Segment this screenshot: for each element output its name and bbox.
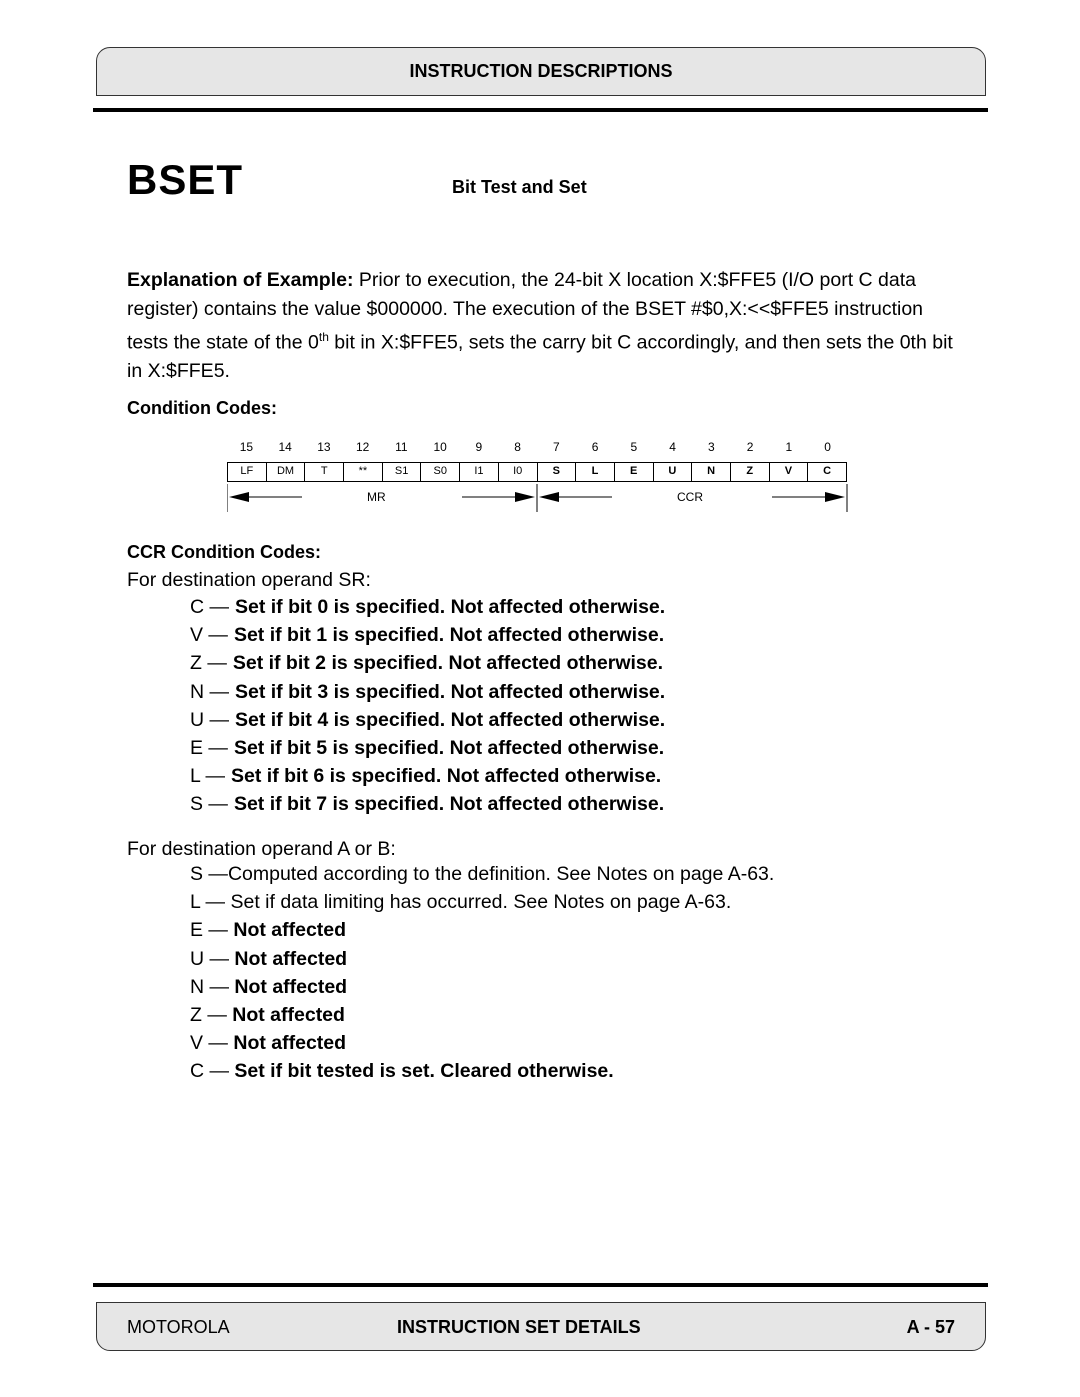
bit-number: 1 (785, 440, 793, 454)
arrow-right-icon (825, 492, 845, 502)
page-number: A - 57 (906, 1317, 955, 1337)
condition-code-item (190, 652, 663, 675)
condition-code-item (190, 1004, 345, 1027)
arrow-right-icon (515, 492, 535, 502)
flag-description: Set if bit 6 is specified. Not affected otherwise. (231, 765, 662, 788)
condition-code-item (190, 976, 347, 999)
bit-number: 11 (395, 440, 408, 454)
bit-number: 7 (553, 440, 560, 454)
flag-description: Not affected (226, 1004, 345, 1026)
condition-code-item (190, 793, 664, 816)
flag-letter: Z — (190, 652, 227, 675)
flag-letter: U — (190, 708, 229, 731)
flag-letter: L — (190, 891, 226, 914)
register-span-arrows (227, 484, 849, 514)
bit-number: 3 (708, 440, 715, 454)
bit-number: 0 (824, 440, 831, 454)
bit-number: 9 (475, 440, 483, 454)
flag-letter: E — (190, 919, 228, 942)
flag-description: Set if bit 3 is specified. Not affected otherwise. (235, 680, 666, 703)
explanation-label: Explanation of Example: (127, 269, 354, 291)
register-field: DM (267, 463, 306, 481)
footer-company: MOTOROLA (127, 1317, 230, 1337)
flag-letter: V — (190, 624, 228, 647)
superscript: th (318, 330, 329, 344)
register-field: L (576, 463, 615, 481)
section-title: INSTRUCTION DESCRIPTIONS (409, 61, 673, 81)
bit-number: 15 (239, 440, 254, 454)
explanation-text-2: bit in X:$FFE5, sets the carry bit C accordingly, and then sets the 0th bit in X:$FFE5. (127, 331, 953, 382)
condition-code-item (190, 596, 665, 619)
sr-intro: For destination operand SR: (127, 569, 371, 591)
explanation-text: Prior to execution, the 24-bit X location X:$FFE5 (I/O port C data register) contains the value $000000. The execution of the BSET #$0,X:<<$FFE5 instruction tests the state of the 0 (127, 269, 924, 354)
status-register-diagram (227, 440, 847, 512)
flag-description: Not affected (227, 1032, 347, 1055)
flag-letter: N — (190, 975, 229, 998)
flag-letter: N — (190, 680, 229, 703)
flag-letter: U — (190, 947, 229, 970)
bit-number: 13 (317, 440, 331, 454)
ab-intro: For destination operand A or B: (127, 838, 396, 860)
condition-code-item (190, 624, 664, 647)
bit-number: 6 (591, 440, 599, 454)
flag-letter: L — (190, 765, 226, 788)
arrow-left-icon (539, 492, 559, 502)
footer-rule (93, 1283, 988, 1287)
flag-description: Set if bit 1 is specified. Not affected otherwise. (233, 624, 665, 647)
flag-description: Set if bit 5 is specified. Not affected otherwise. (233, 737, 665, 759)
register-field: C (823, 465, 832, 477)
mr-label: MR (367, 490, 386, 504)
condition-code-item (190, 919, 346, 942)
flag-description: Not affected (229, 975, 348, 998)
flag-description: Set if bit 7 is specified. Not affected otherwise. (233, 793, 665, 816)
flag-description: Set if bit tested is set. Cleared otherwise. (229, 1060, 614, 1083)
footer-section: INSTRUCTION SET DETAILS (397, 1317, 641, 1337)
register-field: S (538, 463, 577, 481)
page-footer (96, 1302, 986, 1351)
bit-number: 4 (669, 440, 676, 454)
flag-letter: Z — (190, 1004, 227, 1026)
register-field: V (770, 463, 809, 481)
condition-codes-heading: Condition Codes: (127, 398, 277, 418)
register-field: T (305, 463, 344, 481)
bit-number: 14 (278, 440, 292, 454)
flag-description: Not affected (229, 947, 348, 970)
ccr-label: CCR (677, 490, 703, 504)
arrow-left-icon (229, 492, 249, 502)
register-field: Z (731, 463, 770, 481)
flag-description: Set if bit 2 is specified. Not affected otherwise. (232, 652, 664, 675)
flag-description: Computed according to the definition. See Notes on page A-63. (227, 863, 775, 885)
bit-number: 10 (433, 440, 447, 454)
register-field: N (692, 463, 731, 481)
flag-letter: E — (190, 737, 228, 759)
register-field: LF (228, 463, 267, 481)
flag-description: Set if data limiting has occurred. See Notes on page A-63. (225, 891, 732, 914)
flag-description: Not affected (227, 919, 347, 942)
condition-code-item (190, 948, 347, 971)
flag-letter: S — (190, 863, 228, 885)
condition-code-item (190, 1032, 346, 1055)
register-field: S0 (421, 463, 460, 481)
flag-letter: C — (190, 596, 229, 618)
flag-description: Set if bit 0 is specified. Not affected otherwise. (235, 596, 666, 618)
bit-number: 12 (355, 440, 370, 454)
header-rule (93, 108, 988, 112)
explanation-paragraph (127, 266, 967, 386)
condition-code-item (190, 709, 665, 732)
instruction-name: Bit Test and Set (452, 177, 587, 197)
condition-code-item (190, 863, 774, 886)
condition-code-item (190, 681, 665, 704)
flag-letter: C — (190, 1060, 229, 1083)
condition-code-item (190, 737, 664, 760)
condition-code-item (190, 891, 731, 914)
flag-letter: S — (190, 793, 228, 816)
bit-number: 2 (746, 440, 754, 454)
ccr-heading: CCR Condition Codes: (127, 542, 321, 562)
instruction-mnemonic: BSET (127, 156, 244, 203)
register-field: U (654, 463, 693, 481)
register-field: I1 (460, 463, 499, 481)
register-fields (227, 462, 847, 482)
condition-code-item (190, 765, 661, 788)
condition-code-item (190, 1060, 614, 1083)
bit-number: 5 (630, 440, 638, 454)
flag-letter: V — (190, 1032, 228, 1055)
register-field: I0 (499, 463, 538, 481)
register-field: E (615, 463, 654, 481)
register-field: ** (344, 463, 383, 481)
section-header (96, 47, 986, 96)
flag-description: Set if bit 4 is specified. Not affected otherwise. (235, 708, 666, 731)
register-field: S1 (383, 463, 422, 481)
bit-number: 8 (514, 440, 521, 454)
